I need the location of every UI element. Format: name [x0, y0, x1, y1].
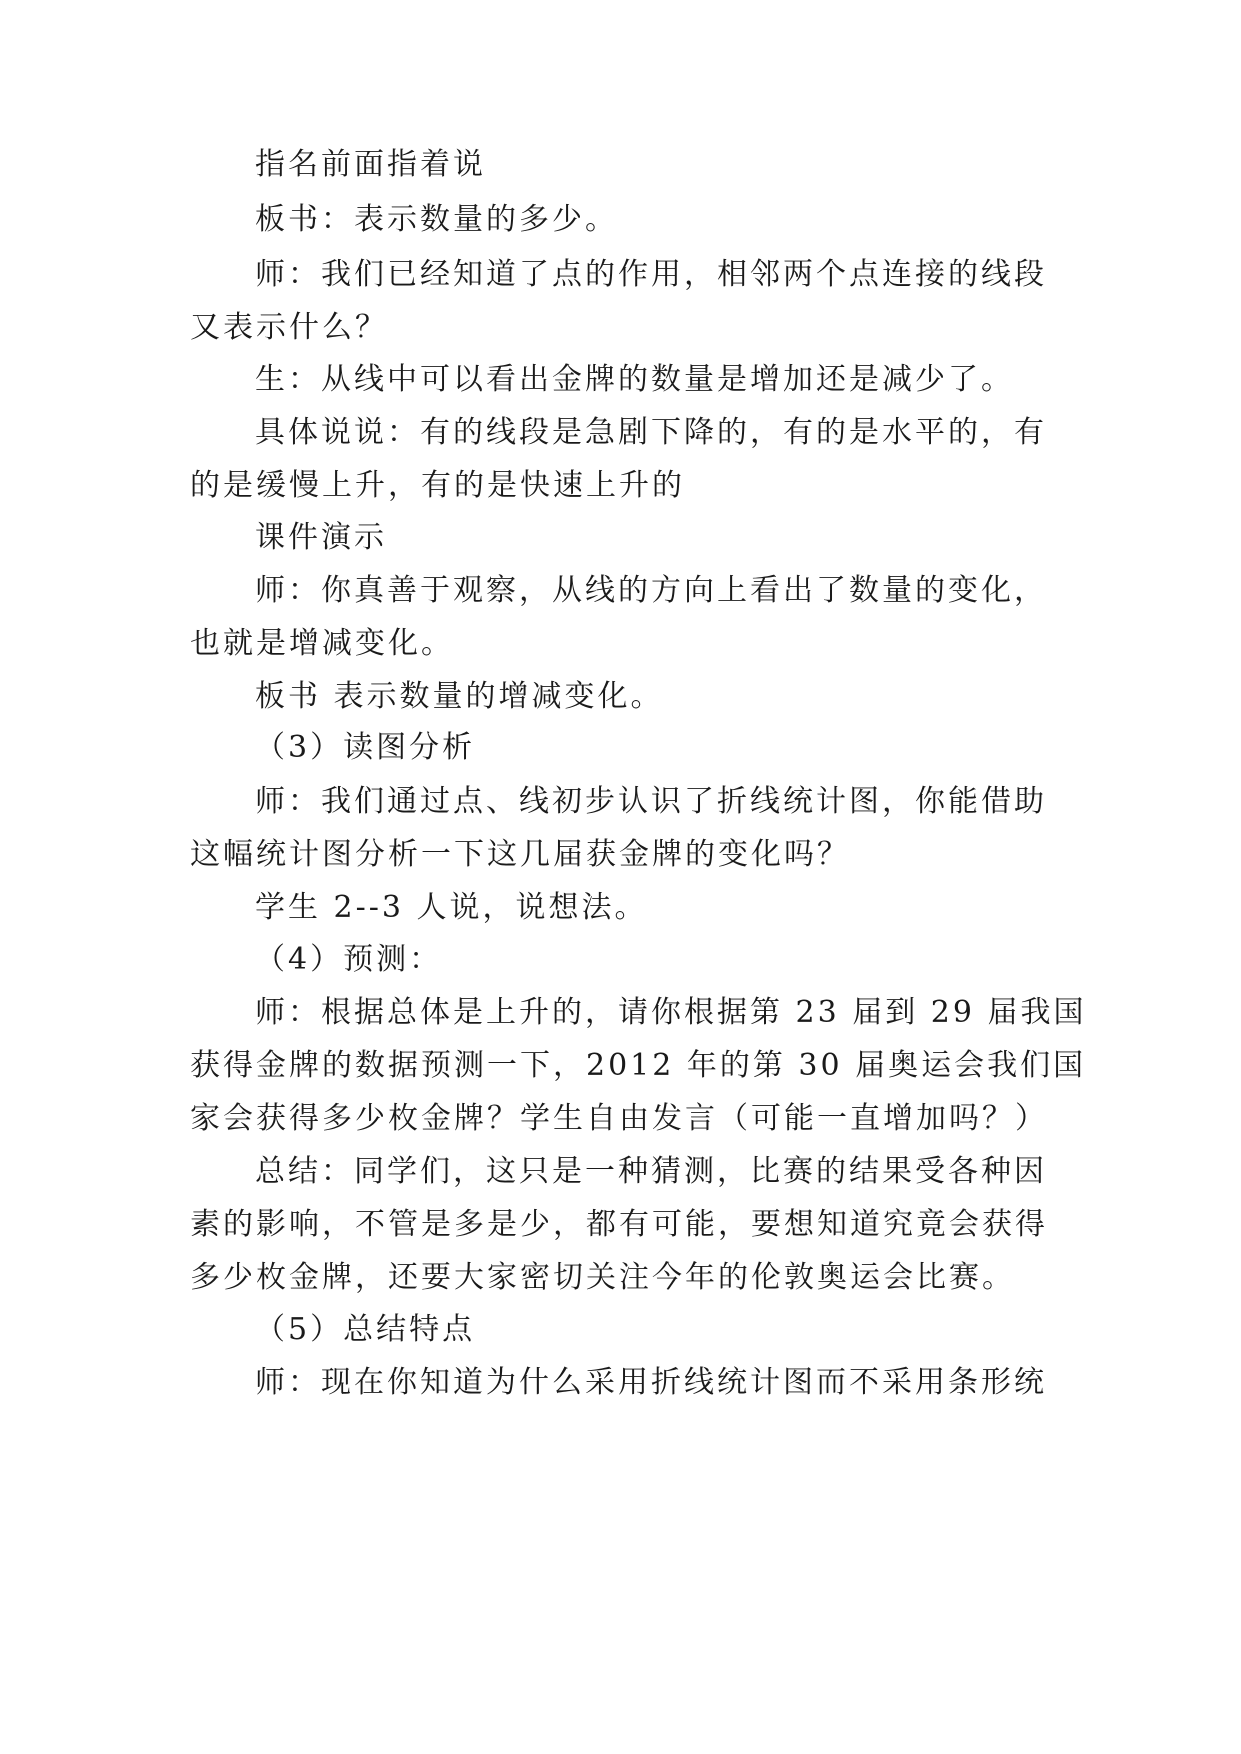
text-line-12: （3）读图分析 — [255, 730, 476, 765]
text-line-13: 师：我们通过点、线初步认识了折线统计图，你能借助 — [255, 784, 1047, 819]
text-line-3: 师：我们已经知道了点的作用，相邻两个点连接的线段 — [255, 257, 1047, 292]
text-line-5: 生：从线中可以看出金牌的数量是增加还是减少了。 — [255, 362, 1014, 397]
text-line-14: 这幅统计图分析一下这几届获金牌的变化吗？ — [190, 837, 850, 872]
text-line-1: 指名前面指着说 — [255, 147, 486, 182]
text-line-21: 素的影响，不管是多是少，都有可能，要想知道究竟会获得 — [190, 1207, 1048, 1242]
text-line-15: 学生 2--3 人说，说想法。 — [255, 890, 648, 925]
text-line-7: 的是缓慢上升，有的是快速上升的 — [190, 468, 685, 503]
text-line-23: （5）总结特点 — [255, 1312, 476, 1347]
text-line-18: 获得金牌的数据预测一下，2012 年的第 30 届奥运会我们国 — [190, 1048, 1087, 1083]
text-line-11: 板书 表示数量的增减变化。 — [255, 679, 664, 714]
text-line-17: 师：根据总体是上升的，请你根据第 23 届到 29 届我国 — [255, 995, 1087, 1030]
text-line-9: 师：你真善于观察，从线的方向上看出了数量的变化， — [255, 573, 1047, 608]
text-line-10: 也就是增减变化。 — [190, 626, 454, 661]
text-line-20: 总结：同学们，这只是一种猜测，比赛的结果受各种因 — [255, 1154, 1047, 1189]
text-line-2: 板书：表示数量的多少。 — [255, 202, 618, 237]
text-line-4: 又表示什么？ — [190, 310, 388, 345]
text-line-8: 课件演示 — [255, 520, 387, 555]
text-line-22: 多少枚金牌，还要大家密切关注今年的伦敦奥运会比赛。 — [190, 1260, 1015, 1295]
text-line-6: 具体说说：有的线段是急剧下降的，有的是水平的，有 — [255, 415, 1047, 450]
text-line-16: （4）预测： — [255, 942, 443, 977]
text-line-19: 家会获得多少枚金牌？学生自由发言（可能一直增加吗？） — [190, 1101, 1048, 1136]
text-line-24: 师：现在你知道为什么采用折线统计图而不采用条形统 — [255, 1365, 1047, 1400]
